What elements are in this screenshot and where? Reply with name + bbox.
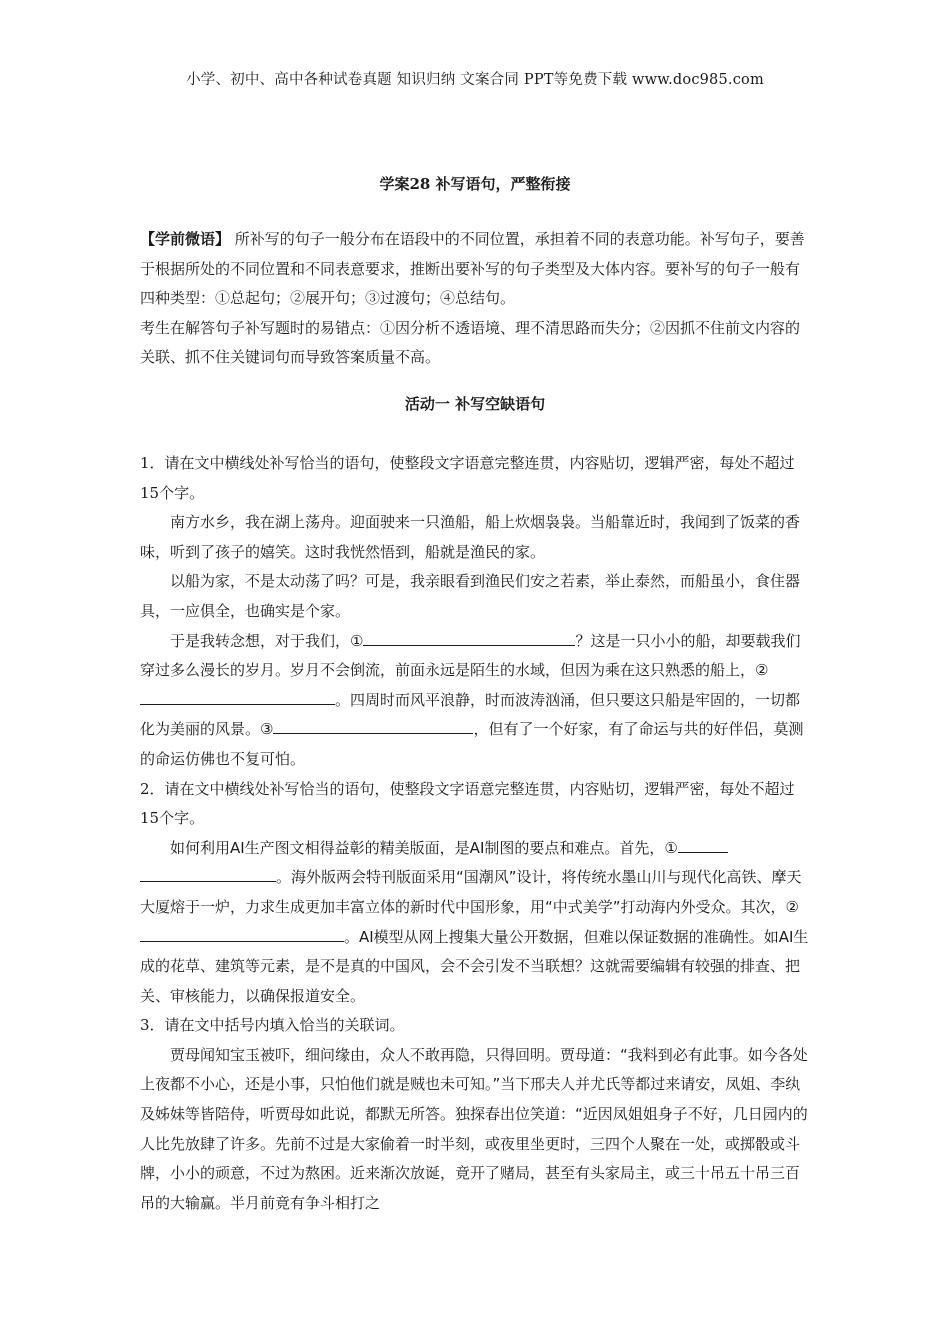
q2-blank-1a[interactable] [678, 835, 728, 853]
q1-text-b: ？这是一只小小的船，却要载我们穿过多么漫长的岁月。岁月不会倒流，前面永远是陌生的水域，但因为乘在这只熟悉的船上，② [140, 631, 801, 680]
intro-text-1: 所补写的句子一般分布在语段中的不同位置，承担着不同的表意功能。补写句子，要善于根据所处的不同位置和不同表意要求，推断出要补写的句子类型及大体内容。要补写的句子一般有四种类型：①总起句；②展开句；③过渡句；④总结句。 [140, 230, 805, 308]
intro-paragraph-2: 考生在解答句子补写题时的易错点：①因分析不透语境、理不清思路而失分；②因抓不住前文内容的关联、抓不住关键词句而导致答案质量不高。 [140, 318, 801, 367]
intro-paragraph [140, 225, 812, 314]
q1-text-c: 。四周时而风平浪静，时而波涛汹涌，但只要这只船是牢固的，一切都化为美丽的风景。③ [140, 690, 801, 739]
intro-section [140, 225, 812, 373]
q2-prompt: 2．请在文中横线处补写恰当的语句，使整段文字语意完整连贯，内容贴切，逻辑严密，每处不超过15个字。 [140, 779, 795, 828]
intro-label: 【学前微语】 [140, 230, 231, 248]
page-title: 学案28 补写语句，严整衔接 [379, 175, 571, 193]
q2-blank-2[interactable] [140, 924, 344, 942]
q3-prompt: 3．请在文中括号内填入恰当的关联词。 [140, 1016, 405, 1035]
q1-paragraph-1: 南方水乡，我在湖上荡舟。迎面驶来一只渔船，船上炊烟袅袅。当船靠近时，我闻到了饭菜的香味，听到了孩子的嬉笑。这时我恍然悟到，船就是渔民的家。 [140, 513, 801, 561]
q2-text-b: 。海外版两会特刊版面采用“国潮风”设计，将传统水墨山川与现代化高铁、摩天大厦熔于一炉，力求生成更加丰富立体的新时代中国形象，用“中式美学”打动海内外受众。其次，② [140, 868, 802, 916]
q1-prompt: 1．请在文中横线处补写恰当的语句，使整段文字语意完整连贯，内容贴切，逻辑严密，每处不超过15个字。 [140, 454, 795, 502]
q2-paragraph [140, 834, 812, 1012]
q1-text-d: ，但有了一个好家，有了命运与共的好伴侣，莫测的命运仿佛也不复可怕。 [140, 720, 804, 768]
q2-text-a: 如何利用AI生产图文相得益彰的精美版面，是AI制图的要点和难点。首先，① [170, 838, 678, 857]
activity-heading: 活动一 补写空缺语句 [404, 395, 546, 413]
page-header: 小学、初中、高中各种试卷真题 知识归纳 文案合同 PPT等免费下载 www.doc985.com [186, 72, 764, 88]
questions-section [140, 449, 812, 1218]
q1-text-a: 于是我转念想，对于我们，① [170, 631, 364, 650]
q2-blank-1b[interactable] [140, 864, 276, 882]
q1-blank-2[interactable] [140, 687, 335, 705]
q1-blank-1[interactable] [363, 628, 575, 646]
q1-paragraph-3 [140, 627, 812, 775]
q1-paragraph-2: 以船为家，不是太动荡了吗？可是，我亲眼看到渔民们安之若素，举止泰然，而船虽小，食住器具，一应俱全，也确实是个家。 [140, 572, 801, 620]
q1-blank-3[interactable] [273, 716, 473, 734]
q3-paragraph: 贾母闻知宝玉被吓，细问缘由，众人不敢再隐，只得回明。贾母道：“我料到必有此事。如今各处上夜都不小心，还是小事，只怕他们就是贼也未可知。”当下邢夫人并尤氏等都过来请安，凤姐、李纨及姊妹等皆陪侍，听贾母如此说，都默无所答。独探春出位笑道：“近因凤姐姐身子不好，几日园内的人比先放肆了许多。先前不过是大家偷着一时半刻，或夜里坐更时，三四个人聚在一处，或掷骰或斗牌，小小的顽意，不过为熬困。近来渐次放诞，竟开了赌局，甚至有头家局主，或三十吊五十吊三百吊的大输赢。半月前竟有争斗相打之 [140, 1045, 808, 1212]
q2-text-c: 。AI模型从网上搜集大量公开数据，但难以保证数据的准确性。如AI生成的花草、建筑等元素，是不是真的中国风，会不会引发不当联想？这就需要编辑有较强的排查、把关、审核能力，以确保报道安全。 [140, 927, 809, 1005]
